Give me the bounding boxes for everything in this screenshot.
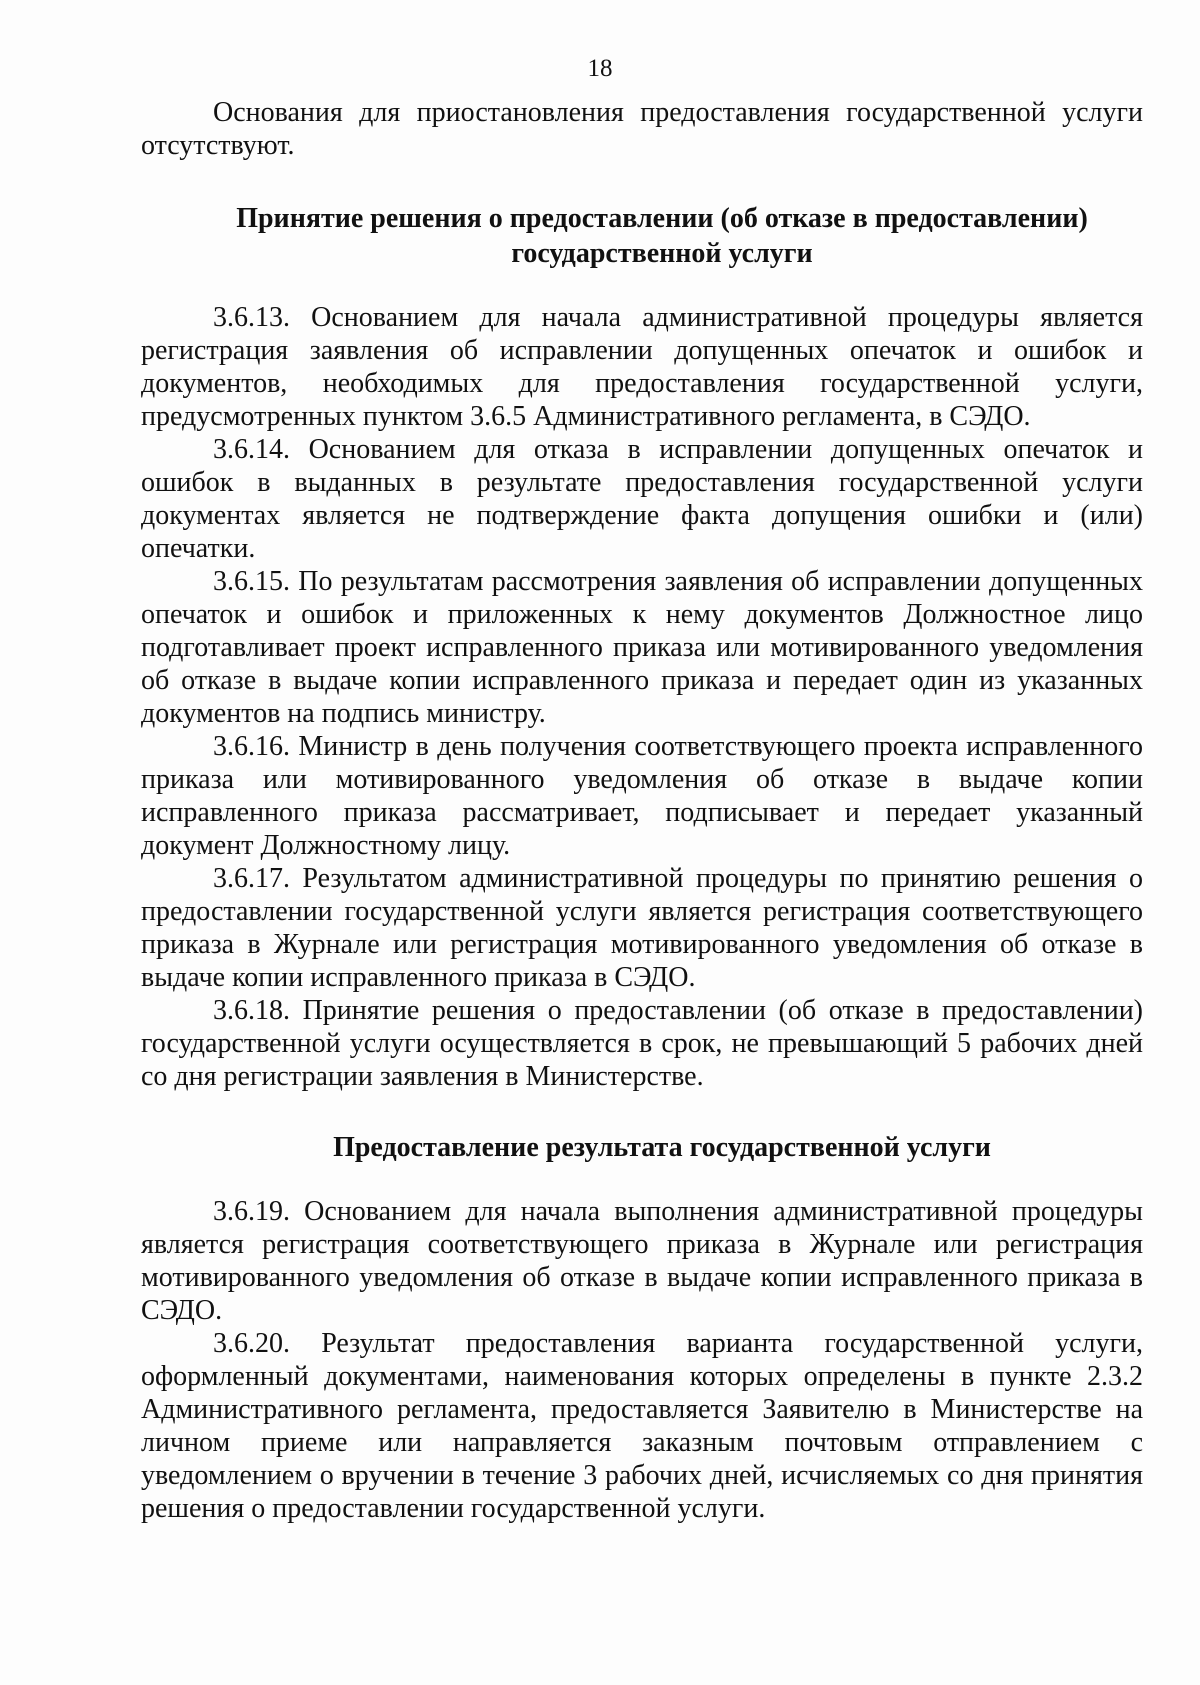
paragraph-3-6-15: 3.6.15. По результатам рассмотрения заявления об исправлении допущенных опечаток и ошибок и приложенных к нему документов Должностное лицо подготавливает проект исправленного приказа или мотивированного уведомления об отказе в выдаче копии исправленного приказа и передает один из указанных документов на подпись министру. <box>141 566 1143 729</box>
paragraph-3-6-20: 3.6.20. Результат предоставления варианта государственной услуги, оформленный документами, наименования которых определены в пункте 2.3.2 Административного регламента, предоставляется Заявителю в Министерстве на личном приеме или направляется заказным почтовым отправлением с уведомлением о вручении в течение 3 рабочих дней, исчисляемых со дня принятия решения о предоставлении государственной услуги. <box>141 1328 1143 1524</box>
section-heading-decision-line1: Принятие решения о предоставлении (об отказе в предоставлении) <box>236 203 1088 234</box>
paragraph-3-6-18: 3.6.18. Принятие решения о предоставлении (об отказе в предоставлении) государственной услуги осуществляется в срок, не превышающий 5 рабочих дней со дня регистрации заявления в Министерстве. <box>141 995 1143 1092</box>
document-body <box>141 96 1143 1525</box>
section-decision-body <box>141 301 1143 1093</box>
paragraph-3-6-13: 3.6.13. Основанием для начала административной процедуры является регистрация заявления об исправлении допущенных опечаток и ошибок и документов, необходимых для предоставления государственной услуги, предусмотренных пунктом 3.6.5 Административного регламента, в СЭДО. <box>141 302 1143 432</box>
section-result-body <box>141 1195 1143 1525</box>
paragraph-3-6-19: 3.6.19. Основанием для начала выполнения административной процедуры является регистрация соответствующего приказа в Журнале или регистрация мотивированного уведомления об отказе в выдаче копии исправленного приказа в СЭДО. <box>141 1196 1143 1326</box>
paragraph-3-6-17: 3.6.17. Результатом административной процедуры по принятию решения о предоставлении государственной услуги является регистрация соответствующего приказа в Журнале или регистрация мотивированного уведомления об отказе в выдаче копии исправленного приказа в СЭДО. <box>141 863 1143 993</box>
paragraph-3-6-14: 3.6.14. Основанием для отказа в исправлении допущенных опечаток и ошибок в выданных в результате предоставления государственной услуги документах является не подтверждение факта допущения ошибки и (или) опечатки. <box>141 434 1143 564</box>
page-number: 18 <box>587 55 613 82</box>
intro-paragraph: Основания для приостановления предоставления государственной услуги отсутствуют. <box>141 97 1143 161</box>
section-heading-result: Предоставление результата государственной услуги <box>333 1132 991 1163</box>
section-heading-decision-line2: государственной услуги <box>511 238 813 269</box>
section-heading-decision <box>181 201 1143 271</box>
paragraph-3-6-16: 3.6.16. Министр в день получения соответствующего проекта исправленного приказа или мотивированного уведомления об отказе в выдаче копии исправленного приказа рассматривает, подписывает и передает указанный документ Должностному лицу. <box>141 731 1143 861</box>
